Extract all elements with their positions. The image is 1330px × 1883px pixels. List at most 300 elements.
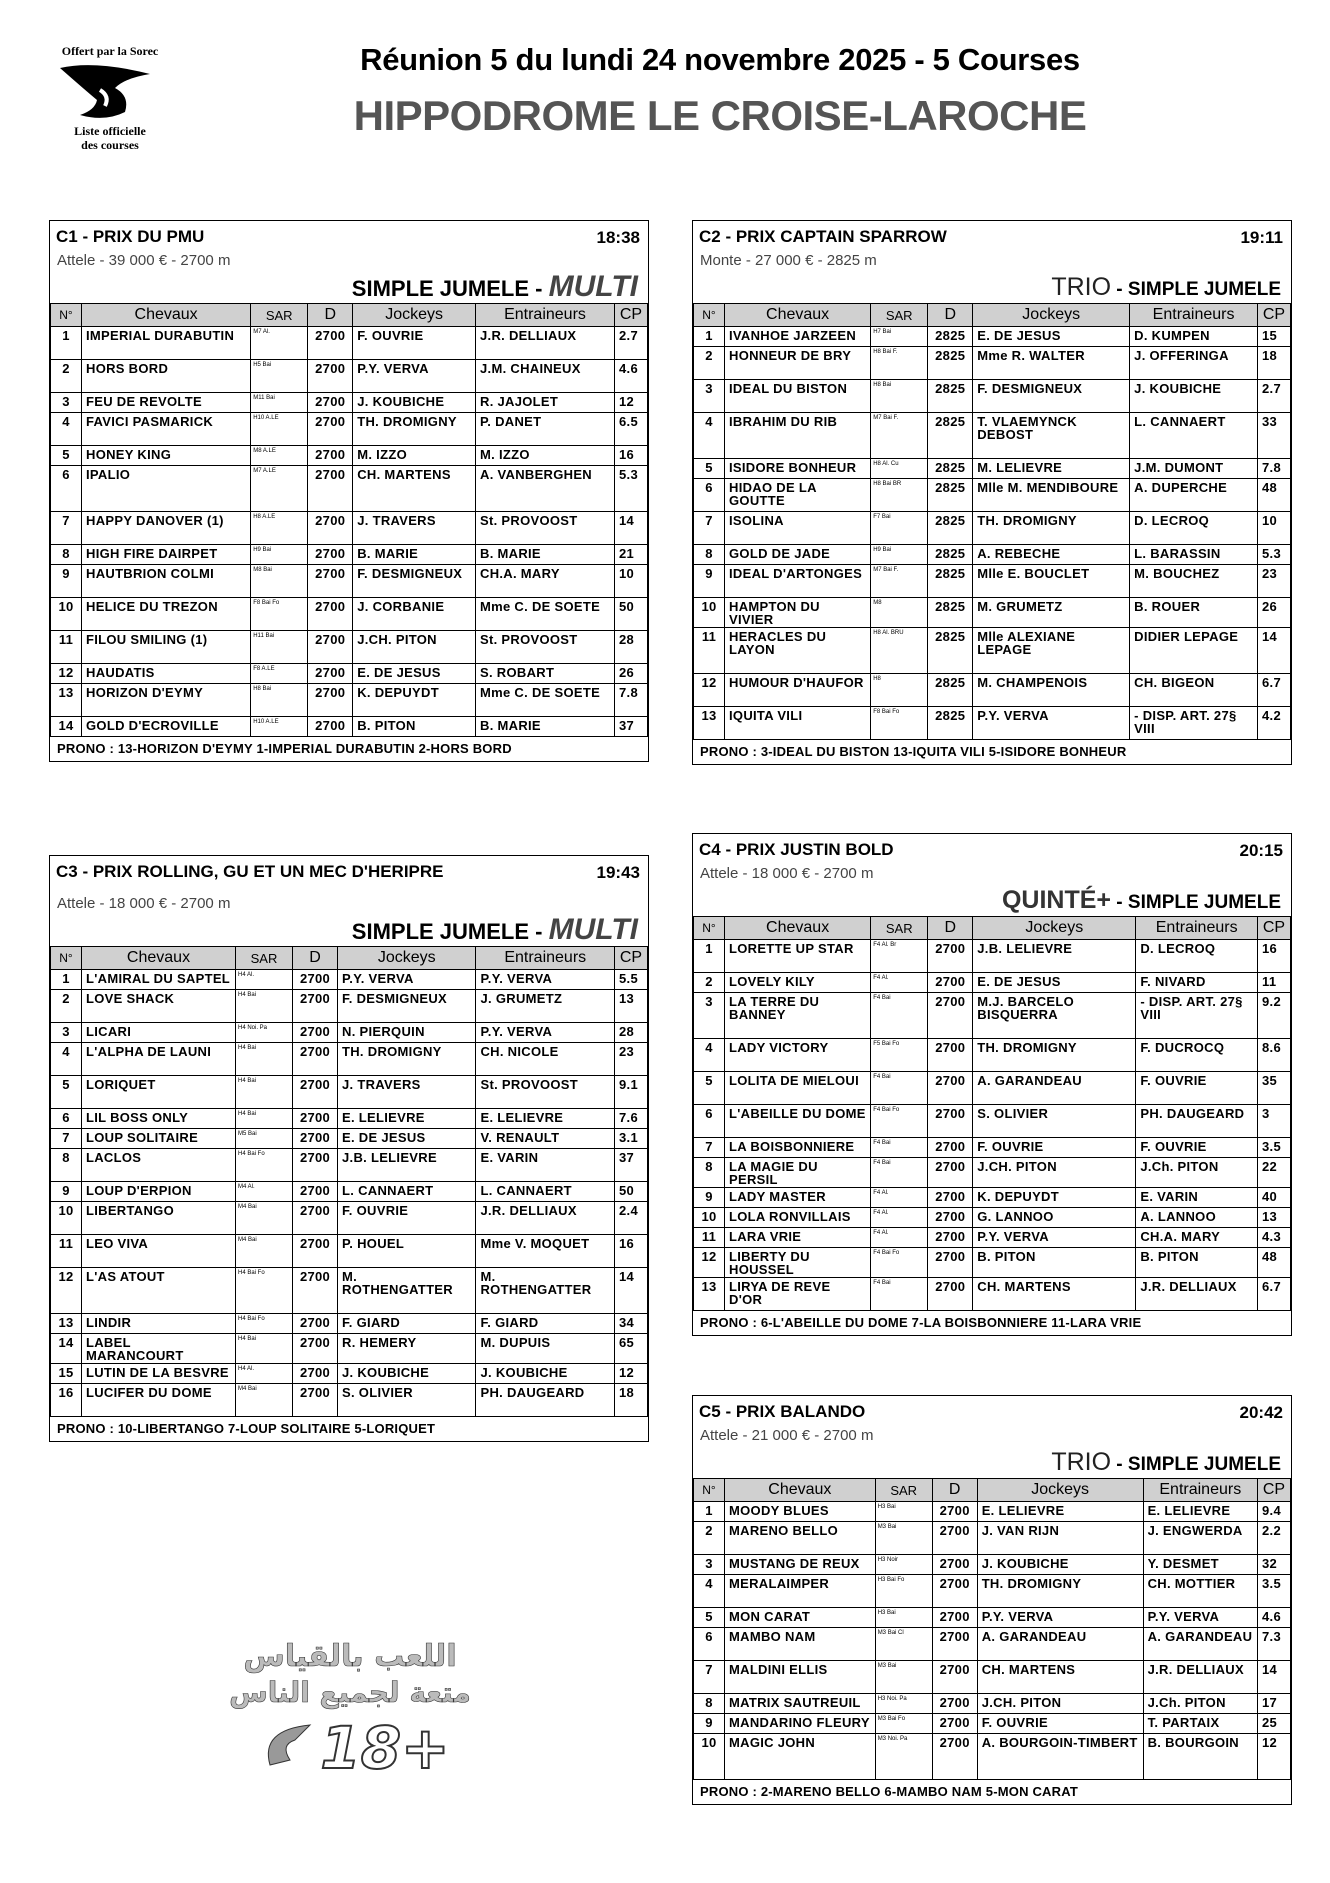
cell-sar: M4 Al. [236, 1182, 293, 1202]
cell-cp: 13 [615, 990, 648, 1023]
meeting-title: Réunion 5 du lundi 24 novembre 2025 - 5 Courses [360, 42, 1080, 77]
cell-num: 14 [51, 1334, 82, 1364]
cell-trainer: A. VANBERGHEN [476, 466, 615, 512]
cell-sar: F8 Bai Fo [251, 598, 308, 631]
cell-cp: 2.7 [615, 327, 648, 360]
cell-cp: 14 [1258, 1661, 1291, 1694]
cell-jockey: M.J. BARCELO BISQUERRA [973, 993, 1136, 1039]
table-row [51, 565, 648, 598]
cell-jockey: L. CANNAERT [338, 1182, 476, 1202]
cell-cp: 26 [615, 664, 648, 684]
cell-num: 3 [51, 1023, 82, 1043]
bet-types [693, 271, 1291, 303]
cell-jockey: Mme R. WALTER [973, 347, 1130, 380]
cell-jockey: CH. MARTENS [973, 1278, 1136, 1311]
cell-trainer: S. ROBART [476, 664, 615, 684]
cell-trainer: E. LELIEVRE [1143, 1502, 1257, 1522]
table-row [694, 479, 1291, 512]
cell-sar: H3 Noir [875, 1555, 932, 1575]
cell-jockey: G. LANNOO [973, 1208, 1136, 1228]
cell-d: 2700 [293, 1314, 338, 1334]
table-row [694, 1628, 1291, 1661]
cell-num: 13 [51, 1314, 82, 1334]
cell-horse: IDEAL D'ARTONGES [725, 565, 871, 598]
cell-horse: MAGIC JOHN [725, 1734, 876, 1780]
cell-horse: L'AMIRAL DU SAPTEL [82, 970, 236, 990]
table-row [51, 1023, 648, 1043]
cell-horse: HELICE DU TREZON [82, 598, 251, 631]
table-row [694, 545, 1291, 565]
race-time: 19:43 [596, 863, 640, 882]
cell-d: 2700 [928, 1228, 973, 1248]
cell-d: 2825 [928, 628, 973, 674]
cell-d: 2700 [928, 1278, 973, 1311]
cell-sar: H4 Al. [236, 970, 293, 990]
cell-trainer: D. KUMPEN [1130, 327, 1258, 347]
cell-horse: L'ABEILLE DU DOME [725, 1105, 871, 1138]
cell-jockey: J.CH. PITON [977, 1694, 1143, 1714]
cell-jockey: A. GARANDEAU [973, 1072, 1136, 1105]
cell-cp: 5.3 [615, 466, 648, 512]
cell-cp: 6.5 [615, 413, 648, 446]
col-d: D [928, 917, 973, 940]
cell-horse: L'AS ATOUT [82, 1268, 236, 1314]
cell-sar: H3 Bai Fo [875, 1575, 932, 1608]
cell-d: 2700 [928, 1208, 973, 1228]
cell-jockey: E. LELIEVRE [977, 1502, 1143, 1522]
cell-d: 2825 [928, 380, 973, 413]
cell-num: 2 [694, 1522, 725, 1555]
cell-d: 2700 [308, 565, 353, 598]
cell-d: 2700 [293, 1043, 338, 1076]
cell-jockey: J. KOUBICHE [353, 393, 476, 413]
cell-d: 2700 [293, 990, 338, 1023]
cell-d: 2700 [293, 1202, 338, 1235]
table-row [694, 459, 1291, 479]
cell-sar: F4 Al. [871, 973, 928, 993]
table-header [51, 947, 648, 970]
cell-cp: 4.6 [615, 360, 648, 393]
cell-d: 2700 [932, 1608, 977, 1628]
cell-cp: 40 [1258, 1188, 1291, 1208]
table-row [51, 1268, 648, 1314]
table-row [51, 1235, 648, 1268]
bet-highlight-label: MULTI [548, 913, 638, 946]
col-num: N° [694, 917, 725, 940]
cell-sar: H4 Bai [236, 1334, 293, 1364]
cell-horse: LORIQUET [82, 1076, 236, 1109]
table-row [694, 1278, 1291, 1311]
cell-jockey: S. OLIVIER [338, 1384, 476, 1417]
cell-cp: 33 [1258, 413, 1291, 459]
cell-horse: HONNEUR DE BRY [725, 347, 871, 380]
cell-cp: 8.6 [1258, 1039, 1291, 1072]
cell-num: 13 [694, 1278, 725, 1311]
cell-d: 2700 [932, 1734, 977, 1780]
cell-jockey: P.Y. VERVA [338, 970, 476, 990]
table-row [51, 327, 648, 360]
cell-trainer: Mme C. DE SOETE [476, 684, 615, 717]
bet-main-label: - SIMPLE JUMELE [1111, 892, 1281, 913]
cell-horse: MALDINI ELLIS [725, 1661, 876, 1694]
table-row [51, 684, 648, 717]
cell-num: 11 [51, 631, 82, 664]
cell-sar: F4 Bai [871, 993, 928, 1039]
cell-trainer: M. BOUCHEZ [1130, 565, 1258, 598]
cell-jockey: P.Y. VERVA [353, 360, 476, 393]
cell-trainer: - DISP. ART. 27§ VIII [1130, 707, 1258, 740]
cell-num: 3 [694, 380, 725, 413]
cell-d: 2700 [932, 1522, 977, 1555]
cell-num: 11 [51, 1235, 82, 1268]
table-row [51, 393, 648, 413]
cell-cp: 12 [615, 393, 648, 413]
cell-jockey: P.Y. VERVA [977, 1608, 1143, 1628]
cell-jockey: A. GARANDEAU [977, 1628, 1143, 1661]
table-row [694, 707, 1291, 740]
cell-sar: M7 Bai F. [871, 413, 928, 459]
cell-num: 7 [694, 512, 725, 545]
table-row [51, 1043, 648, 1076]
table-row [694, 1138, 1291, 1158]
prono-line: PRONO : 10-LIBERTANGO 7-LOUP SOLITAIRE 5-LORIQUET [57, 1421, 436, 1436]
cell-d: 2700 [308, 684, 353, 717]
cell-trainer: J.M. DUMONT [1130, 459, 1258, 479]
cell-num: 9 [694, 1714, 725, 1734]
race-title: C4 - PRIX JUSTIN BOLD [699, 840, 894, 859]
cell-trainer: V. RENAULT [476, 1129, 615, 1149]
cell-jockey: F. DESMIGNEUX [353, 565, 476, 598]
cell-trainer: PH. DAUGEARD [476, 1384, 615, 1417]
cell-d: 2700 [932, 1575, 977, 1608]
cell-cp: 16 [615, 1235, 648, 1268]
cell-jockey: F. OUVRIE [973, 1138, 1136, 1158]
cell-d: 2700 [293, 1384, 338, 1417]
race-time: 19:11 [1240, 228, 1283, 247]
cell-jockey: Mlle E. BOUCLET [973, 565, 1130, 598]
cell-num: 4 [51, 1043, 82, 1076]
table-row [694, 1575, 1291, 1608]
cell-cp: 3.5 [1258, 1575, 1291, 1608]
cell-horse: LIBERTY DU HOUSSEL [725, 1248, 871, 1278]
cell-jockey: E. DE JESUS [973, 973, 1136, 993]
cell-sar: H8 Bai [871, 380, 928, 413]
cell-jockey: E. DE JESUS [973, 327, 1130, 347]
race-info: Attele - 18 000 € - 2700 m [700, 865, 874, 882]
table-row [694, 1608, 1291, 1628]
cell-sar: H8 Bai [251, 684, 308, 717]
cell-cp: 6.7 [1258, 674, 1291, 707]
cell-cp: 26 [1258, 598, 1291, 628]
cell-horse: LEO VIVA [82, 1235, 236, 1268]
cell-trainer: A. LANNOO [1136, 1208, 1258, 1228]
cell-d: 2700 [308, 631, 353, 664]
cell-sar: H3 Bai [875, 1502, 932, 1522]
cell-num: 10 [51, 1202, 82, 1235]
cell-sar: M11 Bai [251, 393, 308, 413]
cell-jockey: K. DEPUYDT [973, 1188, 1136, 1208]
cell-trainer: J. ENGWERDA [1143, 1522, 1257, 1555]
bet-highlight-label: MULTI [548, 270, 638, 303]
table-row [694, 380, 1291, 413]
col-trainer: Entraineurs [476, 947, 615, 970]
cell-num: 14 [51, 717, 82, 737]
cell-horse: MAMBO NAM [725, 1628, 876, 1661]
cell-num: 5 [694, 1072, 725, 1105]
cell-trainer: St. PROVOOST [476, 1076, 615, 1109]
cell-jockey: P.Y. VERVA [973, 707, 1130, 740]
race-card-c5 [692, 1395, 1292, 1805]
cell-horse: MERALAIMPER [725, 1575, 876, 1608]
cell-jockey: CH. MARTENS [977, 1661, 1143, 1694]
cell-num: 12 [51, 1268, 82, 1314]
cell-num: 1 [694, 1502, 725, 1522]
cell-d: 2700 [932, 1661, 977, 1694]
col-d: D [928, 304, 973, 327]
col-cp: CP [1258, 917, 1291, 940]
cell-jockey: F. OUVRIE [338, 1202, 476, 1235]
table-row [694, 1208, 1291, 1228]
cell-horse: IDEAL DU BISTON [725, 380, 871, 413]
cell-num: 11 [694, 628, 725, 674]
race-info: Attele - 21 000 € - 2700 m [700, 1427, 874, 1444]
cell-num: 10 [694, 1208, 725, 1228]
cell-d: 2825 [928, 459, 973, 479]
cell-sar: M3 Bai [875, 1661, 932, 1694]
cell-horse: HAPPY DANOVER (1) [82, 512, 251, 545]
cell-jockey: J. TRAVERS [353, 512, 476, 545]
cell-cp: 7.8 [615, 684, 648, 717]
cell-jockey: J.CH. PITON [353, 631, 476, 664]
cell-trainer: B. MARIE [476, 545, 615, 565]
col-jockey: Jockeys [353, 304, 476, 327]
col-jockey: Jockeys [973, 304, 1130, 327]
cell-jockey: A. REBECHE [973, 545, 1130, 565]
cell-sar: H11 Bai [251, 631, 308, 664]
cell-jockey: J. TRAVERS [338, 1076, 476, 1109]
logo-official-list: Liste officielle des courses [74, 124, 146, 152]
cell-horse: HERACLES DU LAYON [725, 628, 871, 674]
cell-cp: 23 [615, 1043, 648, 1076]
cell-cp: 6.7 [1258, 1278, 1291, 1311]
cell-sar: H10 A.LE [251, 717, 308, 737]
cell-d: 2700 [308, 360, 353, 393]
cell-d: 2700 [293, 1076, 338, 1109]
cell-num: 5 [51, 446, 82, 466]
table-row [694, 1734, 1291, 1780]
table-row [694, 1694, 1291, 1714]
col-horse: Chevaux [82, 304, 251, 327]
table-row [51, 1182, 648, 1202]
cell-sar: F4 Bai Fo [871, 1248, 928, 1278]
cell-trainer: E. LELIEVRE [476, 1109, 615, 1129]
cell-num: 6 [51, 466, 82, 512]
cell-jockey: E. DE JESUS [338, 1129, 476, 1149]
cell-cp: 32 [1258, 1555, 1291, 1575]
bet-highlight-label: QUINTÉ+ [1001, 886, 1112, 914]
cell-jockey: J.CH. PITON [973, 1158, 1136, 1188]
cell-d: 2700 [308, 545, 353, 565]
col-jockey: Jockeys [338, 947, 476, 970]
cell-jockey: F. GIARD [338, 1314, 476, 1334]
cell-cp: 25 [1258, 1714, 1291, 1734]
cell-horse: FAVICI PASMARICK [82, 413, 251, 446]
col-cp: CP [1258, 304, 1291, 327]
col-cp: CP [1258, 1479, 1291, 1502]
cell-d: 2700 [293, 1235, 338, 1268]
cell-horse: LABEL MARANCOURT [82, 1334, 236, 1364]
cell-jockey: R. HEMERY [338, 1334, 476, 1364]
cell-trainer: Mme C. DE SOETE [476, 598, 615, 631]
cell-trainer: M. IZZO [476, 446, 615, 466]
cell-d: 2825 [928, 413, 973, 459]
cell-jockey: F. DESMIGNEUX [338, 990, 476, 1023]
cell-num: 1 [51, 327, 82, 360]
cell-sar: H3 Bai [875, 1608, 932, 1628]
cell-jockey: J.B. LELIEVRE [338, 1149, 476, 1182]
cell-d: 2825 [928, 674, 973, 707]
cell-horse: GOLD DE JADE [725, 545, 871, 565]
col-d: D [932, 1479, 977, 1502]
col-horse: Chevaux [82, 947, 236, 970]
cell-d: 2825 [928, 565, 973, 598]
table-row [51, 1334, 648, 1364]
cell-trainer: J. OFFERINGA [1130, 347, 1258, 380]
race-title: C1 - PRIX DU PMU [56, 227, 205, 246]
cell-trainer: P.Y. VERVA [476, 1023, 615, 1043]
cell-sar: H8 Bai F. [871, 347, 928, 380]
cell-d: 2825 [928, 479, 973, 512]
bet-main-label: - SIMPLE JUMELE [1111, 279, 1281, 300]
cell-sar: H4 Noi. Pa [236, 1023, 293, 1043]
cell-sar: M8 A.LE [251, 446, 308, 466]
cell-cp: 17 [1258, 1694, 1291, 1714]
arabic-slogan-2: متعة لجميع الناس [229, 1676, 471, 1709]
cell-jockey: T. VLAEMYNCK DEBOST [973, 413, 1130, 459]
cell-d: 2700 [928, 1039, 973, 1072]
cell-d: 2700 [293, 1334, 338, 1364]
table-row [51, 1076, 648, 1109]
cell-horse: MON CARAT [725, 1608, 876, 1628]
cell-horse: LADY MASTER [725, 1188, 871, 1208]
cell-trainer: J. KOUBICHE [1130, 380, 1258, 413]
prono-line: PRONO : 13-HORIZON D'EYMY 1-IMPERIAL DURABUTIN 2-HORS BORD [57, 741, 512, 756]
cell-sar: F4 Bai Fo [871, 1105, 928, 1138]
cell-num: 6 [694, 1105, 725, 1138]
cell-num: 1 [51, 970, 82, 990]
cell-num: 9 [51, 565, 82, 598]
arabic-slogan-1: اللعب بالقياس [243, 1639, 457, 1674]
cell-sar: F5 Bai Fo [871, 1039, 928, 1072]
cell-jockey: S. OLIVIER [973, 1105, 1136, 1138]
runners-table [50, 303, 648, 737]
cell-d: 2700 [293, 1364, 338, 1384]
cell-num: 16 [51, 1384, 82, 1417]
cell-horse: IVANHOE JARZEEN [725, 327, 871, 347]
table-header [51, 304, 648, 327]
cell-trainer: J. GRUMETZ [476, 990, 615, 1023]
cell-trainer: J.R. DELLIAUX [476, 327, 615, 360]
cell-jockey: M. LELIEVRE [973, 459, 1130, 479]
col-num: N° [51, 304, 82, 327]
cell-sar: M3 Bai Cl [875, 1628, 932, 1661]
cell-sar: H4 Bai [236, 1076, 293, 1109]
cell-trainer: B. BOURGOIN [1143, 1734, 1257, 1780]
race-info: Attele - 18 000 € - 2700 m [57, 895, 231, 912]
cell-num: 5 [51, 1076, 82, 1109]
cell-jockey: TH. DROMIGNY [338, 1043, 476, 1076]
cell-jockey: TH. DROMIGNY [973, 512, 1130, 545]
cell-trainer: M. DUPUIS [476, 1334, 615, 1364]
racecourse-name: HIPPODROME LE CROISE-LAROCHE [353, 92, 1087, 139]
cell-cp: 23 [1258, 565, 1291, 598]
cell-cp: 4.3 [1258, 1228, 1291, 1248]
cell-trainer: F. NIVARD [1136, 973, 1258, 993]
table-row [51, 990, 648, 1023]
cell-horse: HIDAO DE LA GOUTTE [725, 479, 871, 512]
cell-jockey: TH. DROMIGNY [973, 1039, 1136, 1072]
cell-trainer: P. DANET [476, 413, 615, 446]
cell-jockey: Mlle ALEXIANE LEPAGE [973, 628, 1130, 674]
cell-sar: H10 A.LE [251, 413, 308, 446]
cell-cp: 7.8 [1258, 459, 1291, 479]
col-sar: SAR [871, 917, 928, 940]
bet-highlight-label: TRIO [1051, 273, 1112, 301]
table-row [694, 674, 1291, 707]
cell-trainer: E. VARIN [476, 1149, 615, 1182]
table-row [694, 1522, 1291, 1555]
runners-table [693, 1478, 1291, 1780]
cell-cp: 12 [615, 1364, 648, 1384]
cell-d: 2700 [928, 1188, 973, 1208]
prono-line: PRONO : 6-L'ABEILLE DU DOME 7-LA BOISBONNIERE 11-LARA VRIE [700, 1315, 1142, 1330]
cell-num: 2 [694, 347, 725, 380]
cell-num: 4 [694, 1039, 725, 1072]
cell-trainer: A. DUPERCHE [1130, 479, 1258, 512]
cell-cp: 9.1 [615, 1076, 648, 1109]
cell-trainer: E. VARIN [1136, 1188, 1258, 1208]
cell-cp: 9.2 [1258, 993, 1291, 1039]
race-card-c4 [692, 833, 1292, 1336]
cell-sar: M8 [871, 598, 928, 628]
cell-trainer: St. PROVOOST [476, 631, 615, 664]
cell-cp: 2.4 [615, 1202, 648, 1235]
cell-horse: ISOLINA [725, 512, 871, 545]
cell-d: 2700 [932, 1628, 977, 1661]
cell-num: 7 [694, 1661, 725, 1694]
cell-d: 2700 [928, 1158, 973, 1188]
cell-sar: H5 Bai [251, 360, 308, 393]
race-title: C5 - PRIX BALANDO [699, 1402, 866, 1421]
cell-d: 2700 [928, 940, 973, 973]
cell-trainer: B. MARIE [476, 717, 615, 737]
cell-d: 2700 [932, 1555, 977, 1575]
table-row [694, 1228, 1291, 1248]
cell-num: 6 [51, 1109, 82, 1129]
cell-jockey: J.B. LELIEVRE [973, 940, 1136, 973]
table-row [51, 1384, 648, 1417]
cell-num: 6 [694, 1628, 725, 1661]
cell-jockey: Mlle M. MENDIBOURE [973, 479, 1130, 512]
prono-line: PRONO : 3-IDEAL DU BISTON 13-IQUITA VILI 5-ISIDORE BONHEUR [700, 744, 1127, 759]
cell-horse: LA MAGIE DU PERSIL [725, 1158, 871, 1188]
cell-num: 10 [694, 1734, 725, 1780]
cell-sar: H4 Bai Fo [236, 1314, 293, 1334]
cell-d: 2700 [928, 1105, 973, 1138]
cell-horse: HAMPTON DU VIVIER [725, 598, 871, 628]
cell-d: 2700 [308, 393, 353, 413]
cell-trainer: J. KOUBICHE [476, 1364, 615, 1384]
